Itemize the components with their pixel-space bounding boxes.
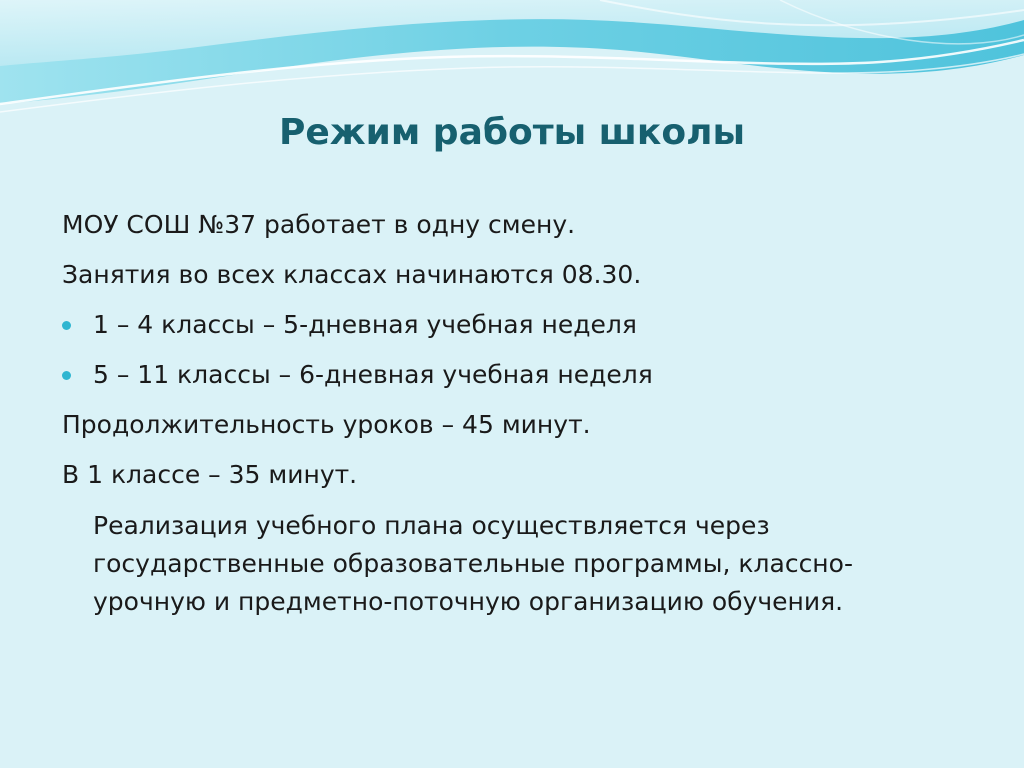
bullet-item-text: 1 – 4 классы – 5-дневная учебная неделя [93, 310, 637, 339]
bullet-item [62, 300, 962, 350]
bullet-item-text: 5 – 11 классы – 6-дневная учебная неделя [93, 360, 653, 389]
bullet-item [62, 350, 962, 400]
text-line-lesson-duration: Продолжительность уроков – 45 минут. [62, 410, 591, 439]
bullet-dot-icon [62, 321, 71, 330]
bullet-dot-icon [62, 371, 71, 380]
text-line-start-time: Занятия во всех классах начинаются 08.30. [62, 260, 642, 289]
slide-content [62, 200, 962, 621]
paragraph-line: урочную и предметно-поточную организацию обучения. [93, 587, 844, 616]
paragraph-line: Реализация учебного плана осуществляется через [93, 511, 770, 540]
slide-title: Режим работы школы [278, 112, 745, 153]
text-line-first-grade-duration: В 1 классе – 35 минут. [62, 460, 358, 489]
paragraph-line: государственные образовательные программы, классно- [93, 549, 853, 578]
text-line-shift: МОУ СОШ №37 работает в одну смену. [62, 210, 576, 239]
curriculum-paragraph [93, 507, 953, 621]
